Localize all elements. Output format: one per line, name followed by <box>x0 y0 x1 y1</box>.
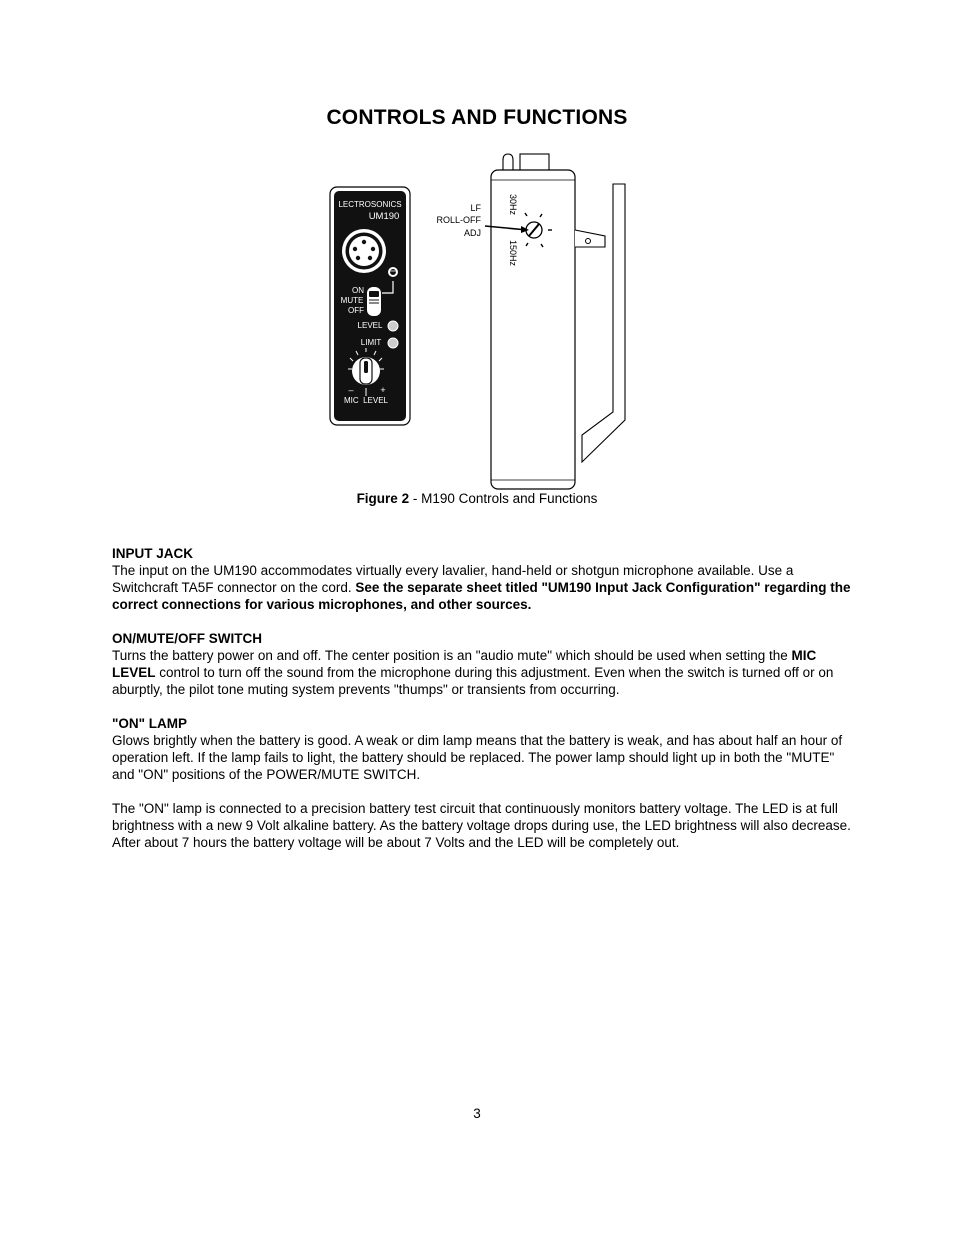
side-view <box>436 154 625 489</box>
minus-label: – <box>348 385 354 395</box>
level-led-icon <box>388 321 398 331</box>
caption-label: Figure 2 <box>356 491 410 506</box>
mic-level-label: MIC LEVEL <box>343 396 389 405</box>
section-input-jack <box>112 545 852 613</box>
section-on-lamp <box>112 715 852 783</box>
plus-label: + <box>380 385 386 395</box>
panel-brand: LECTROSONICS <box>338 200 402 209</box>
on-mute-off-switch <box>367 287 381 316</box>
m190-figure <box>320 150 640 495</box>
section-switch <box>112 630 852 698</box>
lf-label: LF <box>470 203 481 213</box>
switch-mute-label: MUTE <box>340 296 364 305</box>
limit-led-icon <box>388 338 398 348</box>
body-text <box>112 545 852 868</box>
150hz-label: 150Hz <box>508 240 518 267</box>
figure-caption <box>0 491 954 506</box>
page-number: 3 <box>473 1106 481 1121</box>
caption-text: - M190 Controls and Functions <box>409 491 598 506</box>
switch-on-label: ON <box>352 286 364 295</box>
input-jack-icon <box>342 229 386 273</box>
switch-bold: MIC LEVEL <box>112 648 817 680</box>
on-lamp-paragraph-2: The "ON" lamp is connected to a precision battery test circuit that continuously monitors battery voltage. The LED is at full brightness with a new 9 Volt alkaline battery. As the battery voltage drops during use, the LED brightness will also decrease. After about 7 hours the battery voltage will be about 7 Volts and the LED will be completely out. <box>112 801 851 850</box>
adj-label: ADJ <box>463 228 481 238</box>
heading-switch: ON/MUTE/OFF SWITCH <box>112 631 262 646</box>
level-label: LEVEL <box>357 321 383 330</box>
panel-model: UM190 <box>368 211 400 222</box>
input-jack-bold: See the separate sheet titled "UM190 Input Jack Configuration" regarding the correct connections for various microphones, and other sources. <box>112 580 851 612</box>
limit-label: LIMIT <box>360 338 382 347</box>
switch-text-2: control to turn off the sound from the microphone during this adjustment. Even when the switch is turned off or on aburptly, the pilot tone muting system prevents "thumps" or transients from occurring. <box>112 665 834 697</box>
rolloff-label: ROLL-OFF <box>436 215 481 225</box>
switch-text-1: Turns the battery power on and off. The center position is an "audio mute" which should be used when setting the <box>112 648 792 663</box>
input-jack-text: The input on the UM190 accommodates virtually every lavalier, hand-held or shotgun microphone available. Use a Switchcraft TA5F connector on the cord. <box>112 563 794 595</box>
heading-input-jack: INPUT JACK <box>112 546 194 561</box>
on-lamp-text-1: Glows brightly when the battery is good. A weak or dim lamp means that the battery is weak, and has about half an hour of operation left. If the lamp fails to light, the battery should be replaced. The power lamp should light up in both the "MUTE" and "ON" positions of the POWER/MUTE SWITCH. <box>112 733 843 782</box>
page-title: CONTROLS AND FUNCTIONS <box>326 106 628 129</box>
front-panel <box>330 187 410 425</box>
switch-off-label: OFF <box>348 306 364 315</box>
heading-on-lamp: "ON" LAMP <box>112 716 188 731</box>
30hz-label: 30Hz <box>508 194 518 216</box>
